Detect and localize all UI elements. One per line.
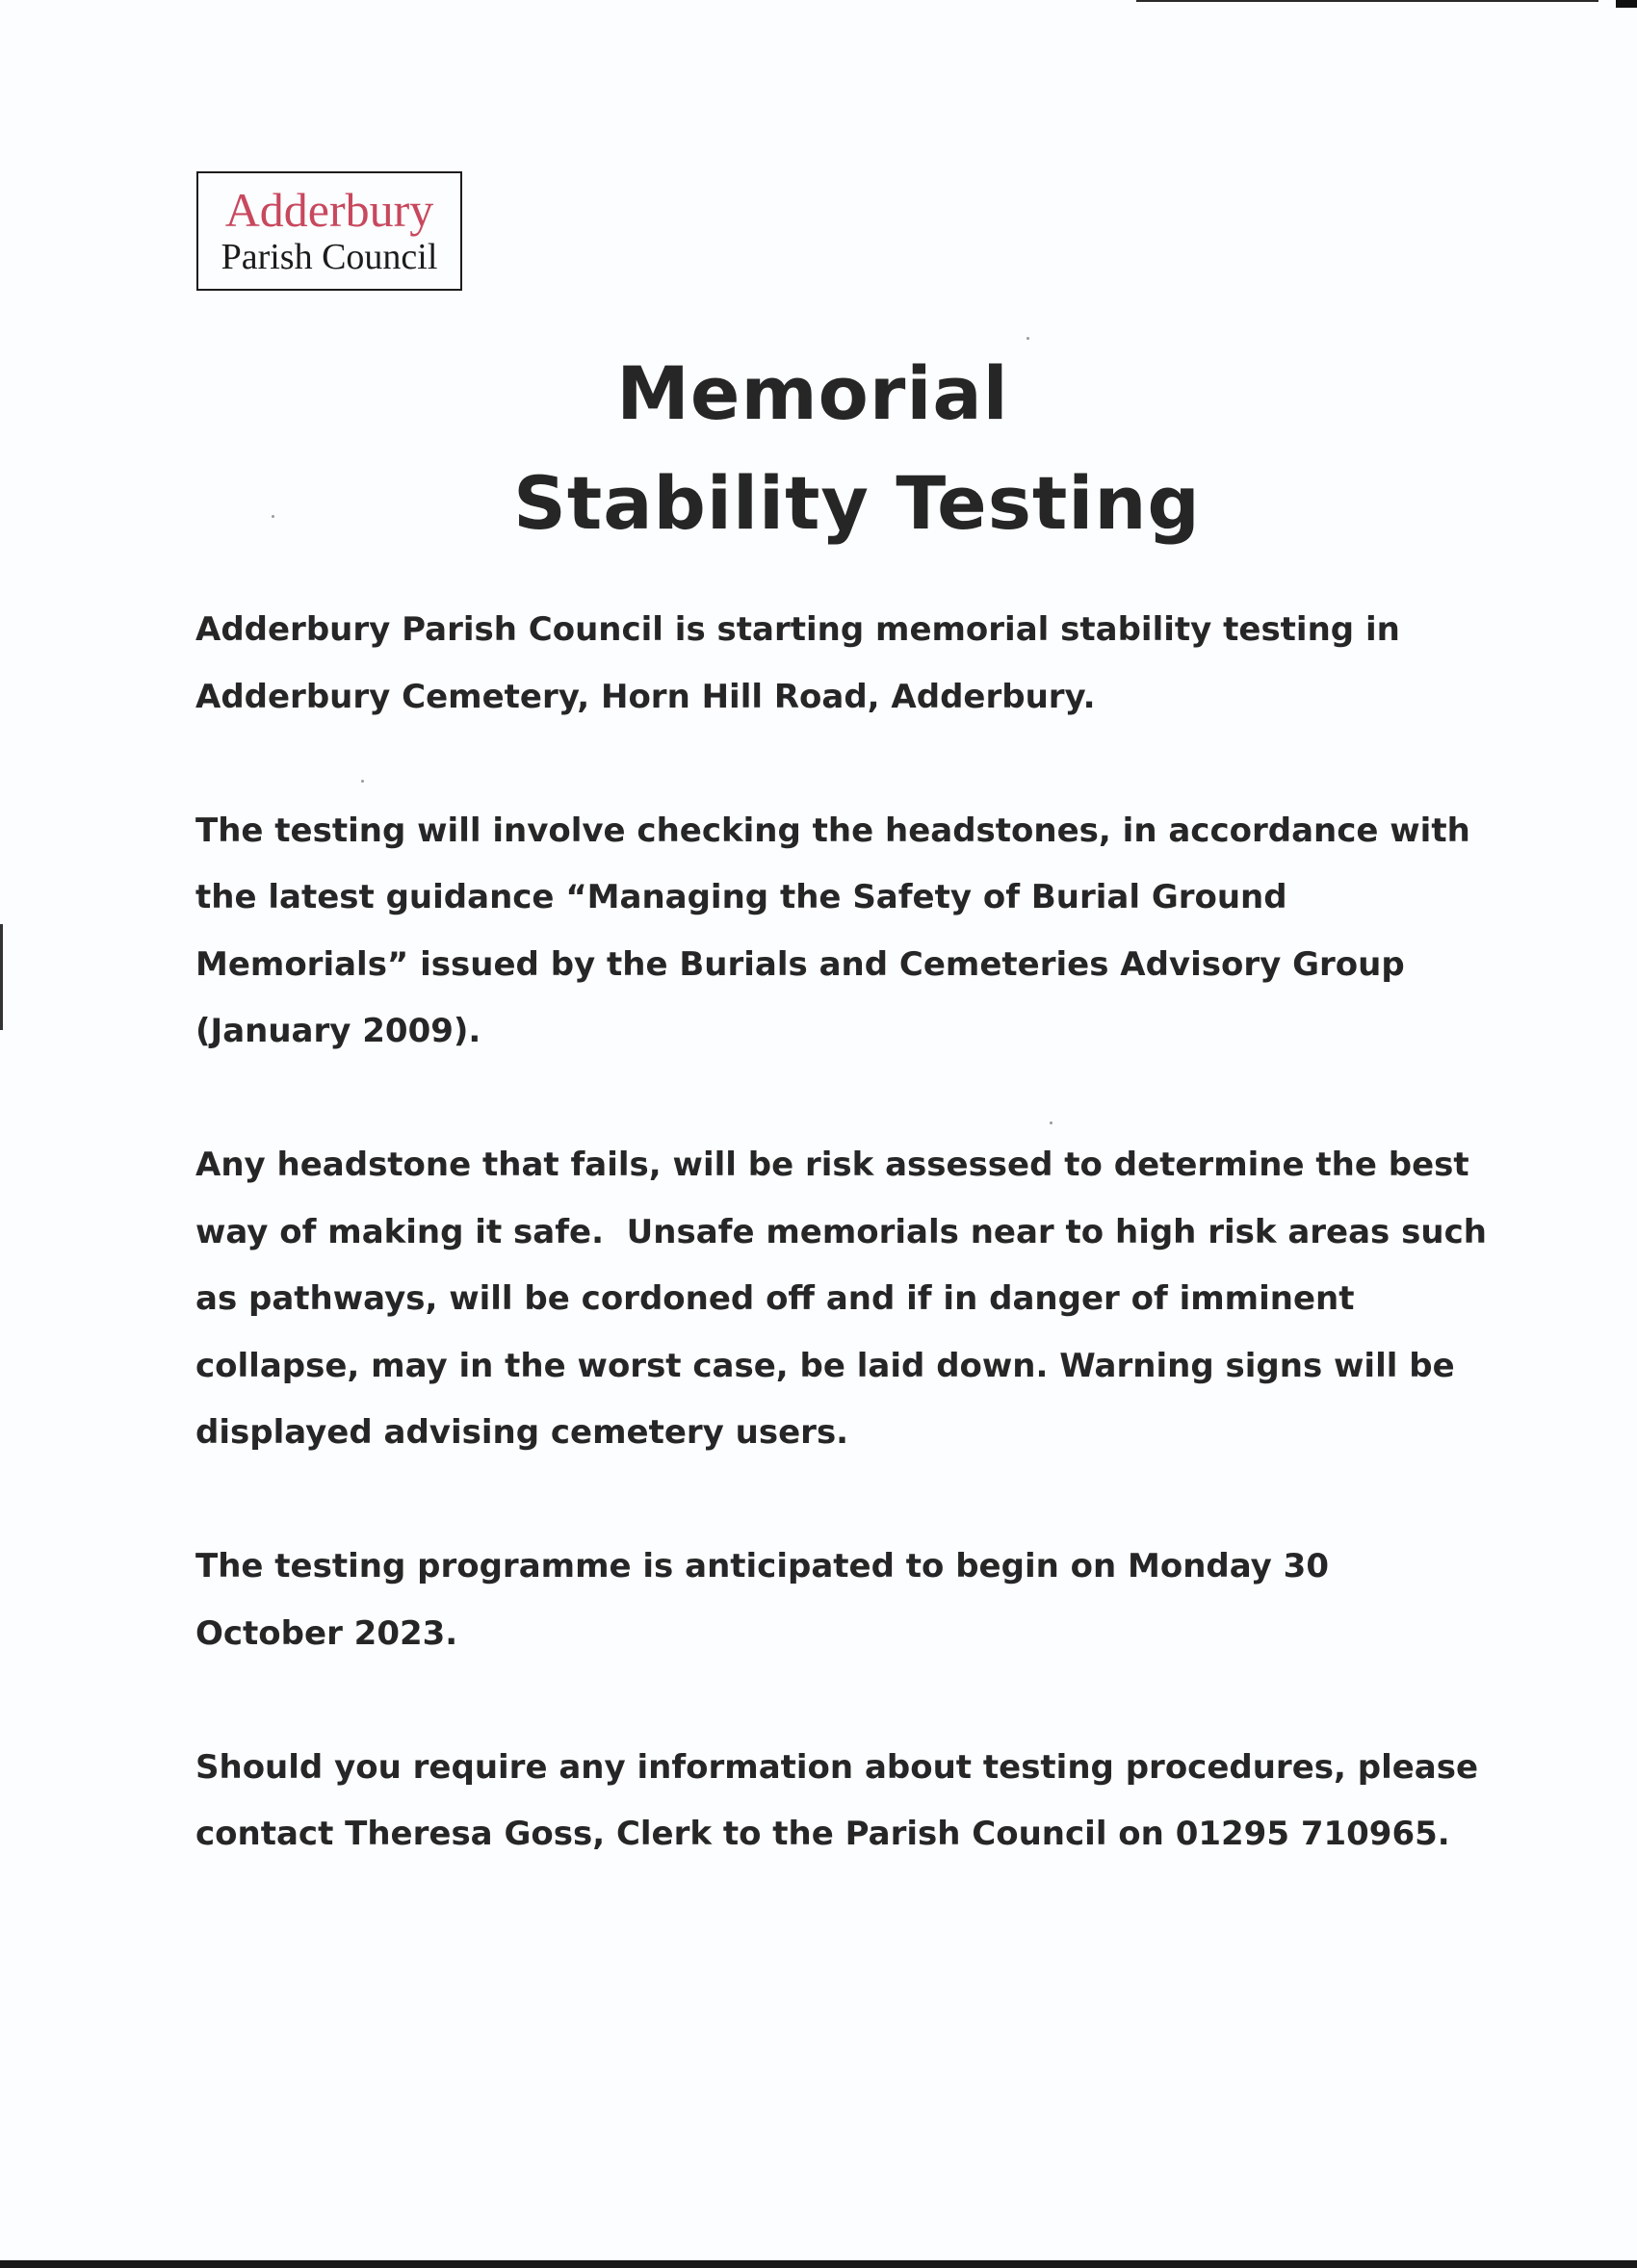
parish-council-logo xyxy=(196,171,462,291)
paragraph-contact xyxy=(195,1735,1479,1869)
text-line: way of making it safe. Unsafe memorials near to high risk areas such xyxy=(195,1212,1487,1251)
text-line: collapse, may in the worst case, be laid down. Warning signs will be xyxy=(195,1346,1455,1385)
scan-edge-corner xyxy=(1616,0,1637,8)
text-line: October 2023. xyxy=(195,1613,458,1653)
text-line: Adderbury Parish Council is starting memorial stability testing in xyxy=(195,610,1400,649)
paragraph-gap xyxy=(195,1066,1447,1133)
logo-subtitle: Parish Council xyxy=(221,237,438,277)
notice-body xyxy=(195,597,1487,1869)
text-line: Any headstone that fails, will be risk assessed to determine the best xyxy=(195,1146,1469,1184)
text-line: contact Theresa Goss, Clerk to the Parish Council on 01295 710965. xyxy=(195,1815,1450,1853)
text-line: The testing will involve checking the headstones, in accordance with xyxy=(195,811,1470,850)
text-line: displayed advising cemetery users. xyxy=(195,1413,849,1452)
text-line: Should you require any information about testing procedures, please xyxy=(195,1747,1479,1787)
text-line: The testing programme is anticipated to begin on Monday 30 xyxy=(195,1547,1329,1585)
paragraph-gap xyxy=(195,1667,1447,1735)
paragraph-risk xyxy=(195,1132,1487,1467)
paragraph-intro xyxy=(195,597,1447,731)
paragraph-gap xyxy=(195,731,1447,798)
text-line: the latest guidance “Managing the Safety of Burial Ground xyxy=(195,878,1287,916)
text-line: Memorials” issued by the Burials and Cemeteries Advisory Group xyxy=(195,944,1405,984)
scan-edge-left xyxy=(0,924,3,1030)
paragraph-gap xyxy=(195,1467,1447,1534)
logo-title: Adderbury xyxy=(224,183,434,237)
text-line: (January 2009). xyxy=(195,1012,481,1050)
page-title xyxy=(0,339,1637,558)
scan-edge-top xyxy=(1136,0,1598,2)
paragraph-schedule xyxy=(195,1533,1447,1667)
paragraph-guidance xyxy=(195,798,1470,1066)
title-line-1: Memorial xyxy=(616,350,1009,436)
text-line: Adderbury Cemetery, Horn Hill Road, Adderbury. xyxy=(195,677,1096,716)
scan-edge-bottom xyxy=(0,2260,1637,2268)
text-line: as pathways, will be cordoned off and if in danger of imminent xyxy=(195,1279,1355,1318)
title-line-2: Stability Testing xyxy=(513,460,1201,546)
